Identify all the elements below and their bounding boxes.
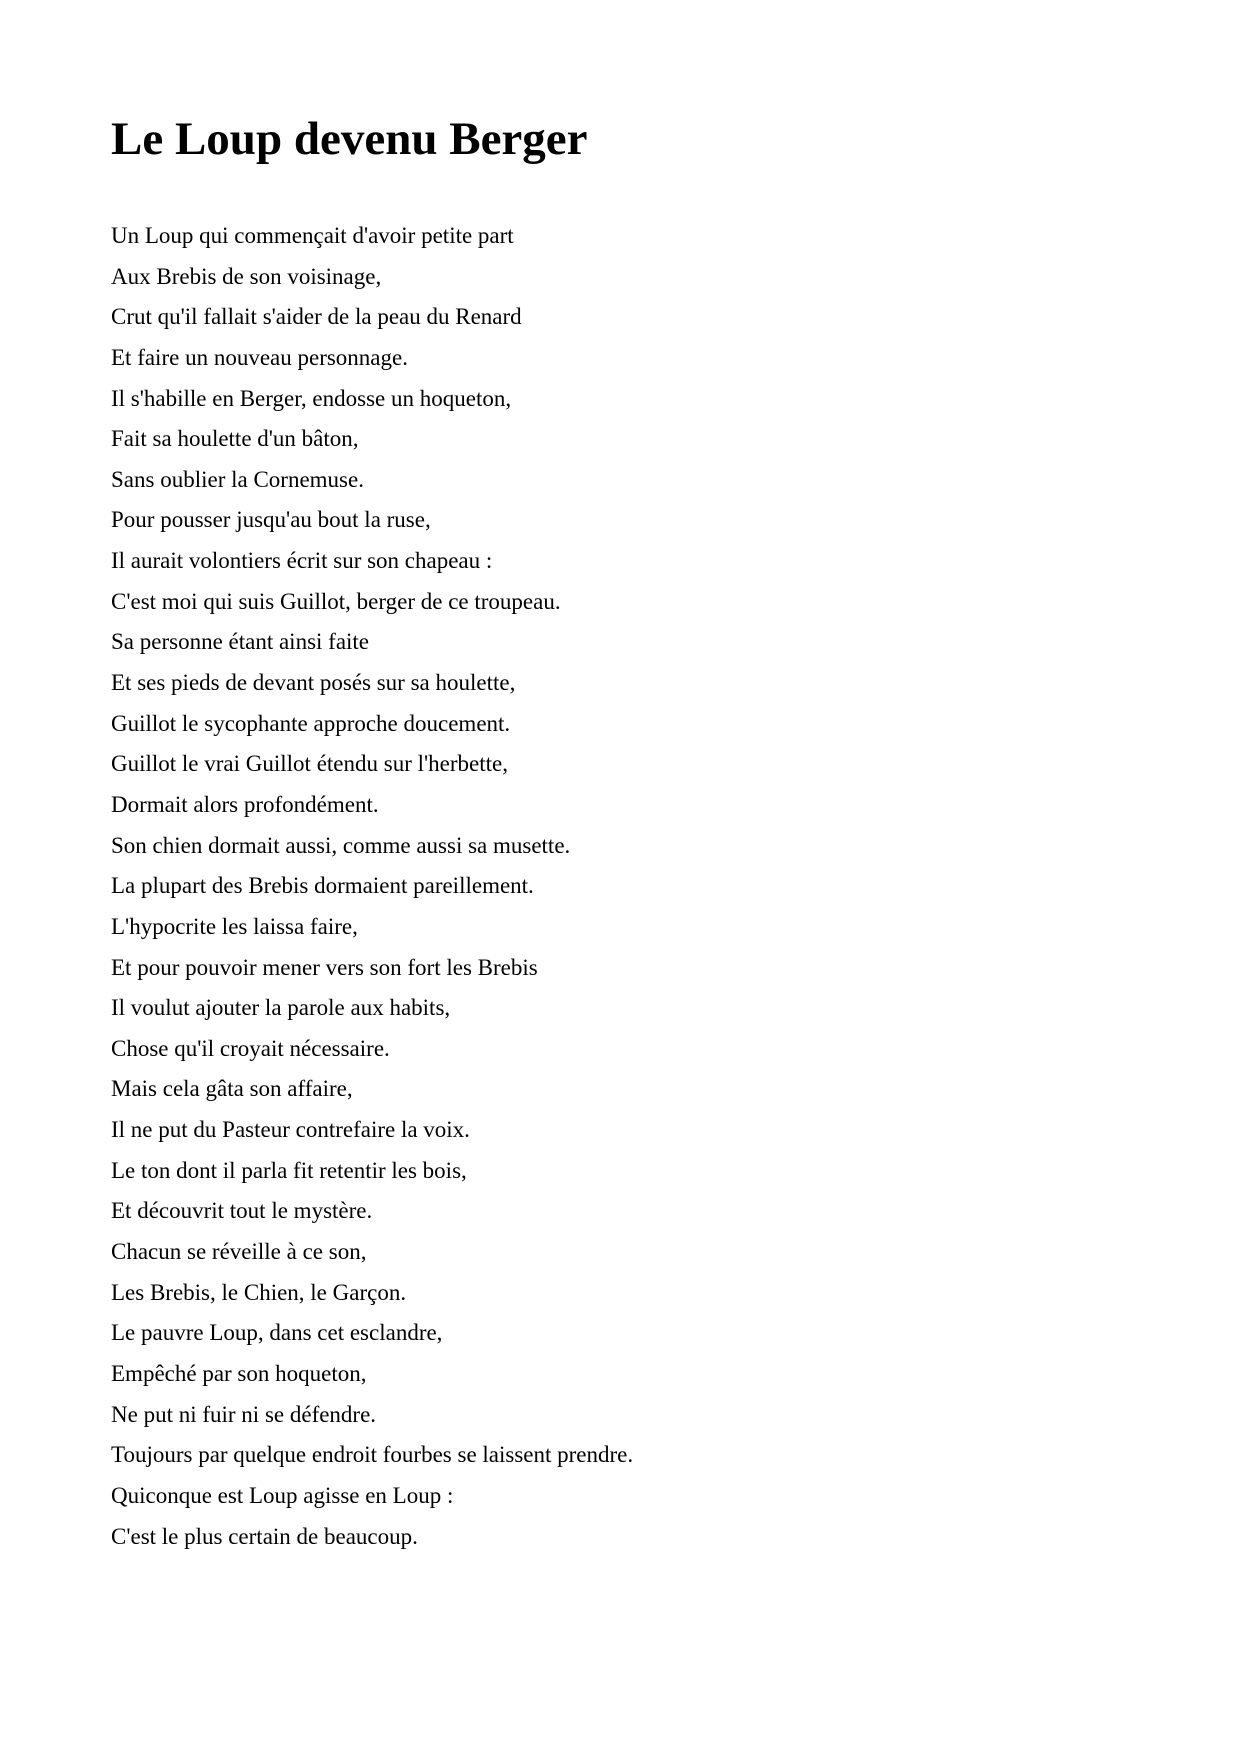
poem-line: Ne put ni fuir ni se défendre. bbox=[111, 1401, 377, 1427]
poem-line: Il aurait volontiers écrit sur son chapeau : bbox=[111, 548, 493, 574]
poem-line: Le pauvre Loup, dans cet esclandre, bbox=[111, 1320, 443, 1346]
poem-line: Un Loup qui commençait d'avoir petite part bbox=[111, 223, 514, 248]
poem-line: Mais cela gâta son affaire, bbox=[111, 1076, 353, 1102]
poem-line: Guillot le vrai Guillot étendu sur l'herbette, bbox=[111, 751, 508, 777]
poem-line: Chacun se réveille à ce son, bbox=[111, 1239, 367, 1265]
poem-line: La plupart des Brebis dormaient pareillement. bbox=[111, 873, 534, 899]
poem-line: Empêché par son hoqueton, bbox=[111, 1360, 367, 1386]
poem-line: Il s'habille en Berger, endosse un hoqueton, bbox=[111, 385, 512, 411]
poem-line: Et pour pouvoir mener vers son fort les Brebis bbox=[111, 954, 538, 980]
poem-line: C'est moi qui suis Guillot, berger de ce troupeau. bbox=[111, 588, 561, 614]
poem-line: Pour pousser jusqu'au bout la ruse, bbox=[111, 507, 431, 533]
poem-line: Le ton dont il parla fit retentir les bois, bbox=[111, 1157, 467, 1183]
poem-line: Quiconque est Loup agisse en Loup : bbox=[111, 1482, 454, 1508]
poem-line: Les Brebis, le Chien, le Garçon. bbox=[111, 1279, 407, 1305]
poem-line: Guillot le sycophante approche doucement. bbox=[111, 710, 511, 736]
poem-line: Son chien dormait aussi, comme aussi sa musette. bbox=[111, 832, 571, 858]
poem-line: Sans oublier la Cornemuse. bbox=[111, 466, 364, 492]
poem-line: C'est le plus certain de beaucoup. bbox=[111, 1523, 418, 1549]
poem-line: Dormait alors profondément. bbox=[111, 791, 379, 817]
poem-line: Aux Brebis de son voisinage, bbox=[111, 263, 382, 289]
poem-line: Crut qu'il fallait s'aider de la peau du Renard bbox=[111, 304, 522, 330]
poem-line: Et découvrit tout le mystère. bbox=[111, 1198, 373, 1224]
poem-line: Sa personne étant ainsi faite bbox=[111, 629, 370, 655]
poem-line: Et faire un nouveau personnage. bbox=[111, 344, 408, 370]
poem-line: Il voulut ajouter la parole aux habits, bbox=[111, 995, 451, 1021]
poem-line: Fait sa houlette d'un bâton, bbox=[111, 426, 359, 452]
poem-line: Toujours par quelque endroit fourbes se laissent prendre. bbox=[111, 1442, 634, 1468]
poem-line: Et ses pieds de devant posés sur sa houlette, bbox=[111, 670, 516, 696]
poem-line: Chose qu'il croyait nécessaire. bbox=[111, 1035, 390, 1061]
poem-line: Il ne put du Pasteur contrefaire la voix. bbox=[111, 1117, 470, 1143]
document-title: Le Loup devenu Berger bbox=[111, 113, 588, 165]
poem-line: L'hypocrite les laissa faire, bbox=[111, 913, 358, 939]
poem-body bbox=[111, 216, 633, 1557]
